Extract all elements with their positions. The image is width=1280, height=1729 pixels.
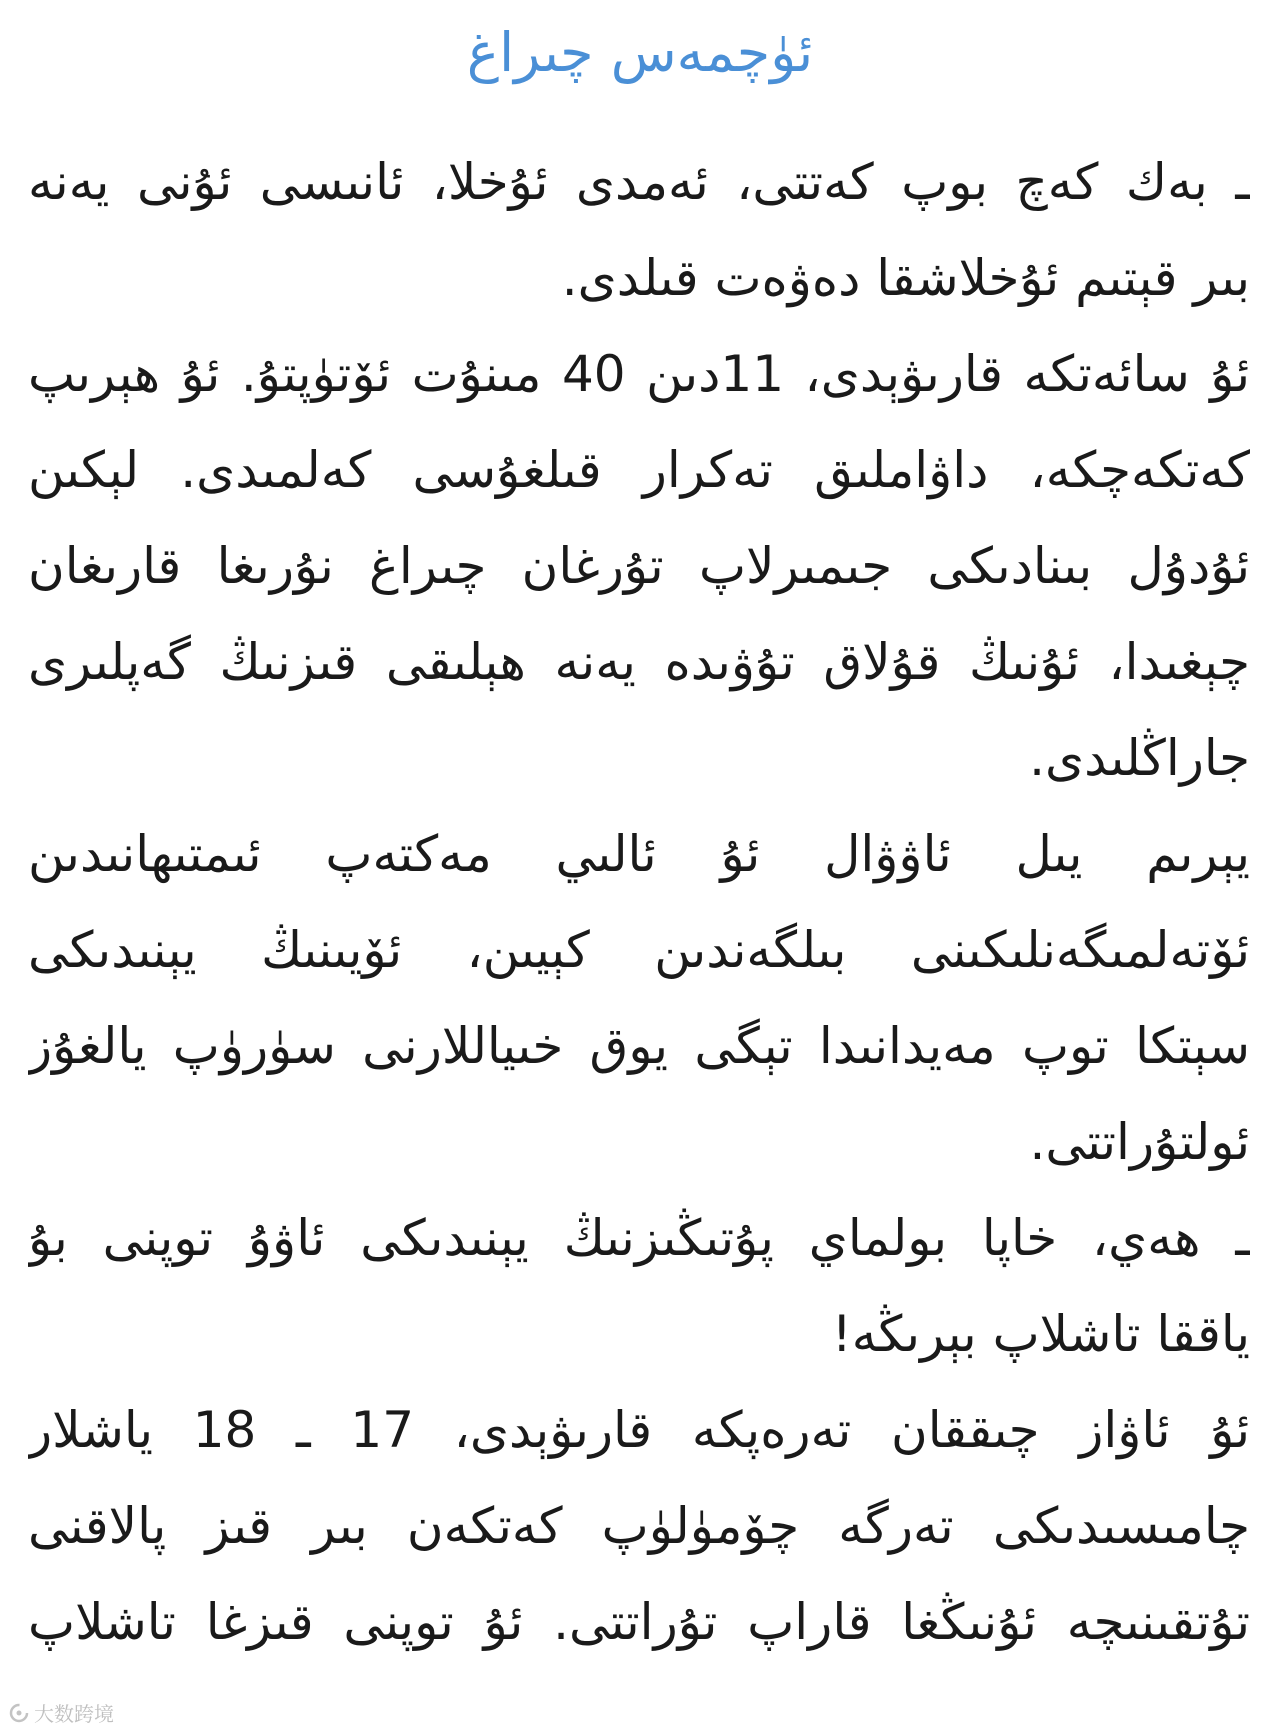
- watermark-logo-icon: [8, 1702, 30, 1724]
- watermark: [8, 1698, 114, 1727]
- text-line: ـ بەك كەچ بوپ كەتتى، ئەمدى ئۇخلا، ئانىسى ئۇنى يەنە: [28, 153, 1250, 211]
- text-line: ئۇدۇل بىنادىكى جىمىرلاپ تۇرغان چىراغ نۇرىغا قارىغان: [28, 537, 1250, 595]
- text-line: ئۇ سائەتكە قارىۋېدى، 11دىن 40 مىنۇت ئۆتۈپتۇ. ئۇ ھېرىپ: [28, 345, 1250, 403]
- text-line: ئۇ ئاۋاز چىققان تەرەپكە قارىۋېدى، 17 ـ 18 ياشلار: [28, 1401, 1250, 1459]
- body-text: [28, 134, 1250, 1670]
- text-line: تۇتقىنىچە ئۇنىڭغا قاراپ تۇراتتى. ئۇ توپنى قىزغا تاشلاپ: [28, 1593, 1250, 1651]
- watermark-text: 大数跨境: [34, 1702, 114, 1726]
- text-line: بىر قېتىم ئۇخلاشقا دەۋەت قىلدى.: [561, 249, 1250, 307]
- text-line: ـ ھەي، خاپا بولماي پۇتىڭىزنىڭ يېنىدىكى ئاۋۇ توپنى بۇ: [28, 1209, 1250, 1267]
- text-line: سېتكا توپ مەيدانىدا تېگى يوق خىياللارنى سۈرۈپ يالغۇز: [28, 1017, 1250, 1075]
- text-line: ئۆتەلمىگەنلىكىنى بىلگەندىن كېيىن، ئۆيىنىڭ يېنىدىكى: [28, 921, 1250, 979]
- text-line: چېغىدا، ئۇنىڭ قۇلاق تۇۋىدە يەنە ھېلىقى قىزنىڭ گەپلىرى: [28, 633, 1250, 691]
- text-line: ئولتۇراتتى.: [1029, 1113, 1250, 1171]
- page-title: ئۈچمەس چىراغ: [466, 21, 814, 84]
- text-line: يېرىم يىل ئاۋۋال ئۇ ئالىي مەكتەپ ئىمتىھانىدىن: [28, 825, 1250, 883]
- text-line: ياققا تاشلاپ بېرىڭە!: [831, 1305, 1250, 1363]
- text-line: كەتكەچكە، داۋاملىق تەكرار قىلغۇسى كەلمىدى. لېكىن: [28, 441, 1250, 499]
- text-line: جاراڭلىدى.: [1029, 729, 1250, 787]
- text-line: چامىسىدىكى تەرگە چۆمۈلۈپ كەتكەن بىر قىز پالاقنى: [28, 1497, 1250, 1555]
